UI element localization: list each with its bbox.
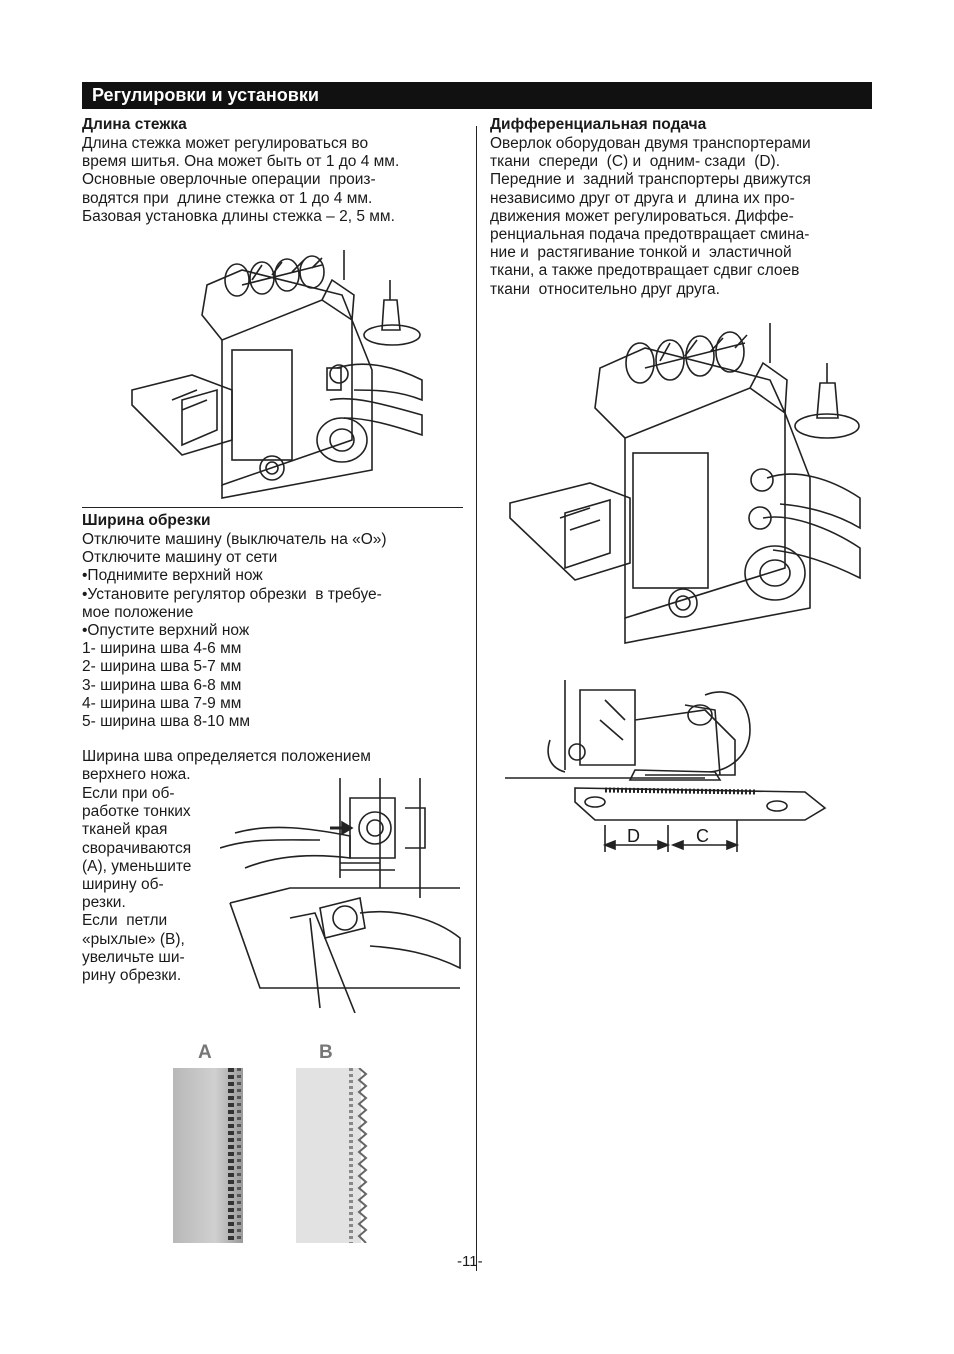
section-title: Регулировки и установки: [92, 85, 319, 105]
column-divider: [476, 126, 477, 1271]
text-line: Ширина шва определяется положением: [82, 748, 371, 765]
stitch-sample-b: [296, 1068, 376, 1243]
text-line: 2- ширина шва 5-7 мм: [82, 658, 242, 676]
text-line: Базовая установка длины стежка – 2, 5 мм.: [82, 207, 395, 225]
text-line: ренциальная подача предотвращает смина-: [490, 226, 810, 244]
text-line: время шитья. Она может быть от 1 до 4 мм.: [82, 153, 400, 171]
text-line: Передние и задний транспортеры движутся: [490, 171, 811, 189]
text-line: Отключите машину (выключатель на «О»): [82, 531, 387, 548]
text-line: мое положение: [82, 603, 194, 621]
text-line: •Установите регулятор обрезки в требуе-: [82, 585, 382, 603]
stitch-length-text: [82, 135, 399, 226]
text-line: движения может регулироваться. Диффе-: [490, 207, 794, 225]
feed-d-label: D: [627, 826, 640, 846]
stitch-length-heading: Длина стежка: [82, 116, 187, 133]
overlock-machine-illustration-1: [122, 240, 442, 502]
text-line: Оверлок оборудован двумя транспортерами: [490, 135, 811, 152]
overlock-machine-illustration-2: [505, 318, 865, 648]
text-line: рину обрезки.: [82, 967, 182, 985]
text-line: ткани относительно друг друга.: [490, 280, 720, 298]
text-line: ширину об-: [82, 876, 164, 894]
text-line: работке тонких: [82, 803, 191, 821]
text-line: тканей края: [82, 821, 168, 839]
sample-a-label: A: [198, 1042, 212, 1063]
section-divider: [82, 507, 463, 508]
cutting-width-note: [82, 785, 191, 985]
knife-adjustment-illustration: [220, 778, 465, 1013]
stitch-sample-a: [173, 1068, 248, 1243]
text-line: ткани, а также предотвращает сдвиг слоев: [490, 262, 800, 280]
text-line: Если при об-: [82, 785, 175, 802]
text-line: Основные оверлочные операции произ-: [82, 171, 376, 189]
feed-c-label: C: [696, 826, 709, 846]
differential-feed-heading: Дифференциальная подача: [490, 116, 707, 133]
text-line: •Опустите верхний нож: [82, 622, 250, 640]
text-line: •Поднимите верхний нож: [82, 567, 263, 585]
text-line: 5- ширина шва 8-10 мм: [82, 713, 251, 731]
text-line: Длина стежка может регулироваться во: [82, 135, 369, 152]
text-line: верхнего ножа.: [82, 766, 191, 784]
text-line: независимо друг от друга и длина их про-: [490, 189, 795, 207]
text-line: 1- ширина шва 4-6 мм: [82, 640, 242, 658]
text-line: 4- ширина шва 7-9 мм: [82, 694, 242, 712]
text-line: резки.: [82, 894, 126, 912]
text-line: Если петли: [82, 912, 168, 930]
text-line: ние и растягивание тонкой и эластичной: [490, 244, 792, 262]
differential-feed-text: [490, 135, 811, 299]
text-line: водятся при длине стежка от 1 до 4 мм.: [82, 189, 373, 207]
text-line: увеличьте ши-: [82, 948, 185, 966]
text-line: ткани спереди (С) и одним- сзади (D).: [490, 153, 781, 171]
page-number: -11-: [457, 1253, 483, 1270]
text-line: (А), уменьшите: [82, 857, 192, 875]
text-line: 3- ширина шва 6-8 мм: [82, 676, 242, 694]
text-line: Отключите машину от сети: [82, 549, 278, 567]
cutting-width-heading: Ширина обрезки: [82, 512, 211, 529]
text-line: сворачиваются: [82, 839, 192, 857]
text-line: «рыхлые» (В),: [82, 930, 185, 948]
cutting-width-text: [82, 531, 387, 731]
sample-b-label: B: [319, 1042, 333, 1063]
feed-dog-diagram: [505, 680, 835, 860]
